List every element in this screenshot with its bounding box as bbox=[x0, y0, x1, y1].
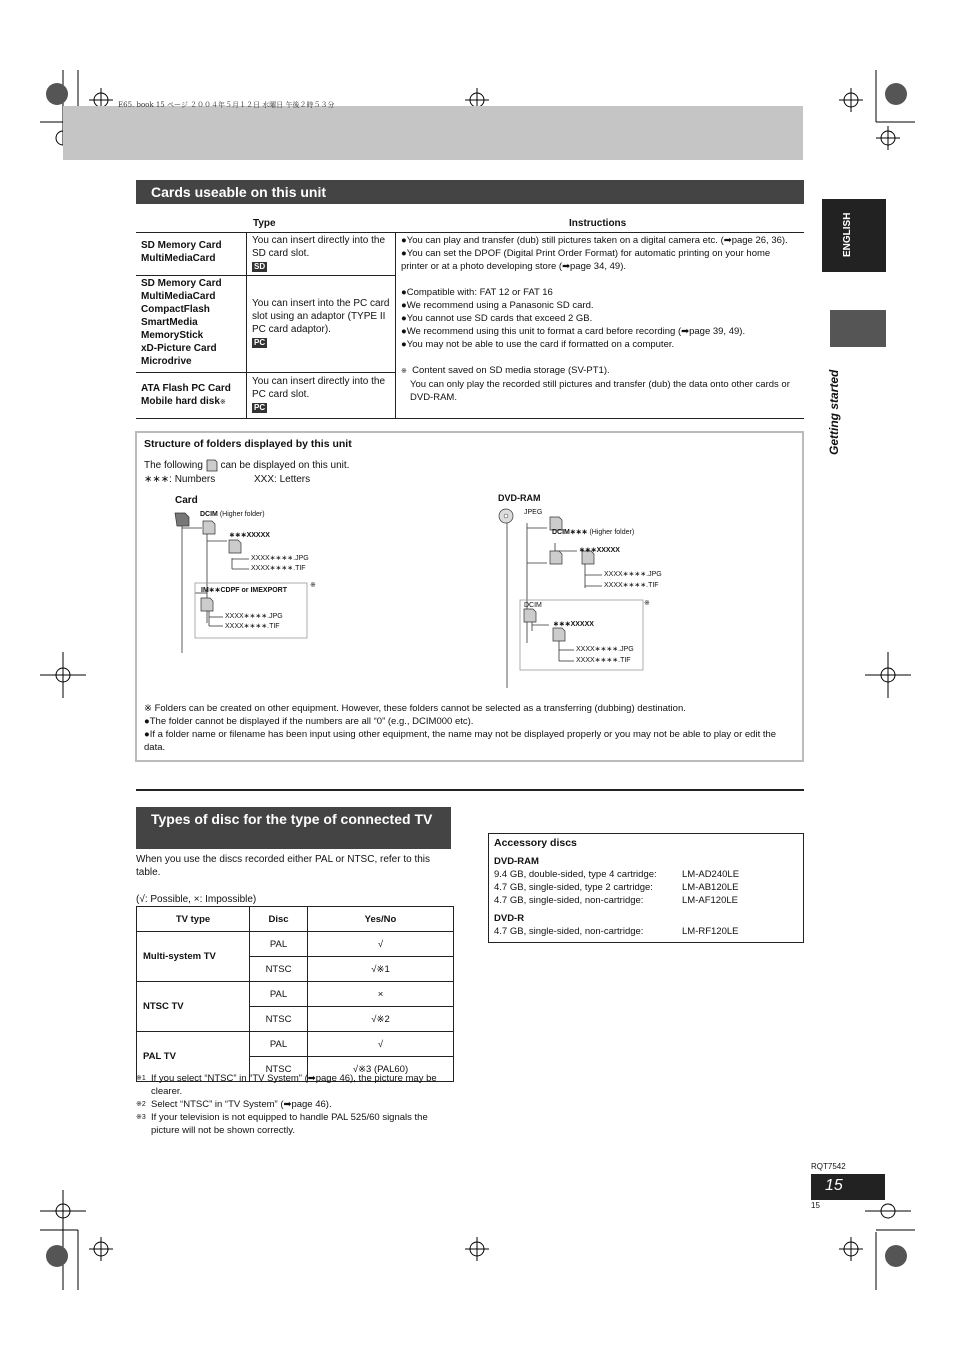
language-tab: ENGLISH bbox=[822, 199, 886, 272]
dvd-label: DVD-RAM bbox=[498, 493, 541, 503]
row1-names: SD Memory Card MultiMediaCard bbox=[141, 240, 222, 264]
legend-numbers: ∗∗∗: Numbers bbox=[144, 474, 216, 485]
doc-code: RQT7542 bbox=[811, 1162, 846, 1171]
disc-legend: (√: Possible, ×: Impossible) bbox=[136, 894, 257, 905]
row3-desc: You can insert directly into the PC card slot. PC bbox=[252, 376, 386, 412]
tv-table: TV type Disc Yes/No Multi-system TV PAL √ NTSC √※1 NTSC TV PAL × NTSC √※2 PAL TV PAL √ NTSC √※3 (PAL60) bbox=[136, 906, 454, 1082]
row1-desc: You can insert directly into the SD card slot. SD bbox=[252, 235, 386, 271]
header-band bbox=[63, 106, 803, 160]
section-tab bbox=[830, 310, 886, 347]
pc-badge: PC bbox=[254, 338, 266, 347]
legend-letters: XXX: Letters bbox=[254, 474, 311, 485]
sd-badge: SD bbox=[254, 262, 266, 271]
disc-intro: When you use the discs recorded either PAL or NTSC, refer to this table. bbox=[136, 854, 431, 878]
file-info-line: E65. book 15 ページ ２００４年５月１２日 水曜日 午後２時５３分 bbox=[118, 101, 335, 109]
folders-intro: The following can be displayed on this unit. bbox=[144, 460, 350, 472]
row2-names: SD Memory Card MultiMediaCard CompactFlash SmartMedia MemoryStick xD-Picture Card Microdrive bbox=[141, 278, 222, 367]
pc-badge-2: PC bbox=[254, 403, 266, 412]
folder-notes: ※ Folders can be created on other equipment. However, these folders cannot be selected as a transferring (dubbing) destination. ●The folder cannot be displayed if the numbers are all “0” (e.g., DCIM000 etc). ●If a folder name or filename has been input using other equipment, the name may not be displayed properly or you may not be able to play or edit the data. bbox=[144, 703, 777, 753]
disc-title: Types of disc for the type of connected TV bbox=[136, 807, 451, 849]
page-number-box: 15 bbox=[811, 1174, 885, 1200]
section-divider bbox=[136, 789, 804, 791]
disc-footnotes: ※1 If you select “NTSC” in “TV System” (➡page 46), the picture may be clearer. ※2 Select “NTSC” in “TV System” (➡page 46). ※3 If your television is not equipped to handle PAL 525/60 signals the picture will not be shown correctly. bbox=[136, 1073, 437, 1136]
col-instructions: Instructions bbox=[569, 218, 627, 229]
accessory-box: Accessory discs DVD-RAM 9.4 GB, double-sided, type 4 cartridge: LM-AD240LE 4.7 GB, single-sided, type 2 cartridge: LM-AB120LE 4.7 GB, single-sided, non-cartridge: LM-AF120LE DVD-R 4.7 GB, single-sided, non-cartridge: LM-RF120LE bbox=[488, 833, 804, 943]
card-label: Card bbox=[175, 495, 198, 506]
col-type: Type bbox=[253, 218, 276, 229]
cards-title: Cards useable on this unit bbox=[136, 180, 804, 204]
row2-desc: You can insert into the PC card slot using an adaptor (TYPE II PC card adaptor). PC bbox=[252, 298, 390, 347]
folders-title: Structure of folders displayed by this unit bbox=[144, 438, 352, 450]
small-page: 15 bbox=[811, 1201, 820, 1210]
row3-names: ATA Flash PC Card Mobile hard disk※ bbox=[141, 383, 231, 407]
folder-structure-box: Structure of folders displayed by this unit The following can be displayed on this unit. ∗∗∗: Numbers XXX: Letters Card DVD-RAM DCIM (Higher folder) ∗∗∗XXXXX XXXX∗∗∗∗.JPG XXXX∗∗∗∗.TIF IM∗∗CDPF or IMEXPORT ※ XXXX∗∗∗∗.JPG XXXX∗∗∗∗.TIF JPEG DCIM∗∗∗ (Higher folder) ∗∗∗XXXXX XXXX∗∗∗∗.JPG XXXX∗∗∗∗.TIF DCIM ※ ∗∗∗XXXXX XXXX∗∗∗∗.JPG XXXX∗∗∗∗.TIF ※ Folders can be created on other equipment. However, these folders cannot be selected as a transferring (dubbing) destination. ●The folder cannot be displayed if the numbers are all “0” (e.g., DCIM000 etc). ●If a folder name or filename has been input using other equipment, the name may not be displayed properly or you may not be able to play or edit the data. bbox=[135, 431, 804, 762]
instructions-list: ●You can play and transfer (dub) still pictures taken on a digital camera etc. (➡page 26, 36). ●You can set the DPOF (Digital Print Order Format) for automatic printing on your home printer or at a photo developing store (➡page 34, 49). ●Compatible with: FAT 12 or FAT 16 ●We recommend using a Panasonic SD card. ●You cannot use SD cards that exceed 2 GB. ●We recommend using this unit to format a card before recording (➡page 39, 49). ●You may not be able to use the card if formatted on a computer. ※ Content saved on SD media storage (SV-PT1). You can only play the recorded still pictures and transfer (dub) the data onto other cards or DVD-RAM. bbox=[401, 235, 790, 403]
section-label: Getting started bbox=[827, 369, 841, 455]
